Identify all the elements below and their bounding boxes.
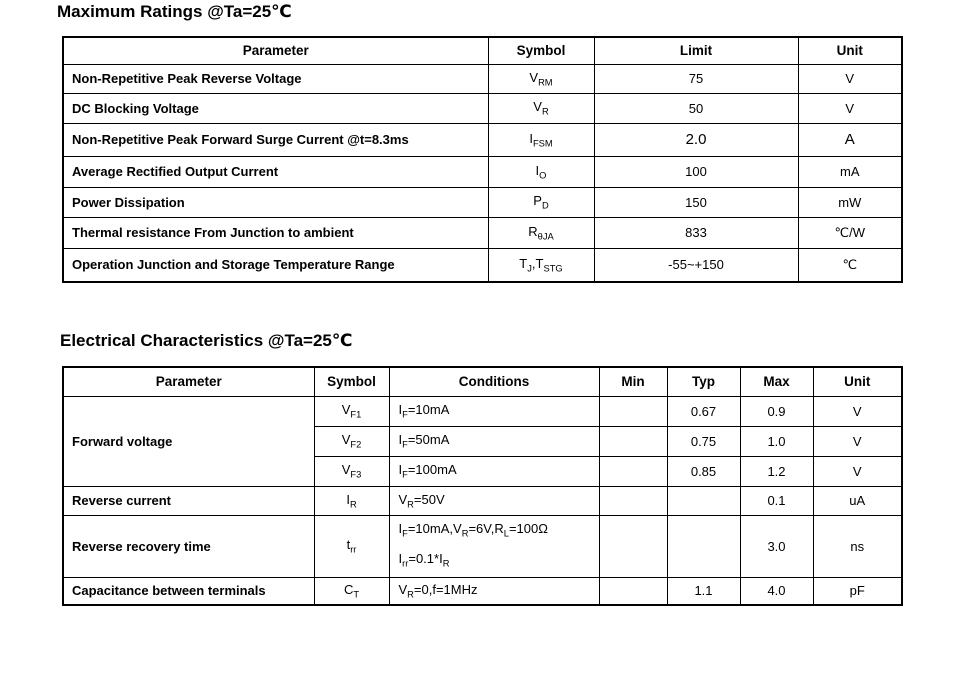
- cell-typ: 0.75: [667, 426, 740, 456]
- cell-limit: -55~+150: [594, 248, 798, 282]
- electrical-table: [62, 366, 903, 606]
- condition-line: $I_F=10mA,V_R=6V,R_L=100\Omega$: [398, 520, 548, 539]
- max-ratings-header-unit: Unit: [798, 37, 902, 64]
- electrical-header-typ: Typ: [667, 367, 740, 396]
- max-ratings-row: [63, 248, 902, 282]
- max-ratings-header-symbol: Symbol: [488, 37, 594, 64]
- max-ratings-row: [63, 123, 902, 156]
- cell-typ: [667, 515, 740, 577]
- cell-min: [599, 426, 667, 456]
- cell-parameter: Capacitance between terminals: [63, 577, 314, 605]
- cell-unit: mA: [798, 156, 902, 187]
- electrical-header-row: [63, 367, 902, 396]
- electrical-row: [63, 396, 902, 426]
- cell-limit: 75: [594, 64, 798, 93]
- cell-parameter: Non-Repetitive Peak Reverse Voltage: [63, 64, 488, 93]
- cell-limit: 2.0: [594, 123, 798, 156]
- cell-symbol: $V_{F1}$: [314, 396, 389, 426]
- cell-max: 1.0: [740, 426, 813, 456]
- cell-conditions: [389, 515, 599, 577]
- cell-min: [599, 456, 667, 486]
- cell-unit: mW: [798, 187, 902, 217]
- cell-max: 3.0: [740, 515, 813, 577]
- cell-max: 0.1: [740, 486, 813, 515]
- cell-unit: pF: [813, 577, 902, 605]
- electrical-header-symbol: Symbol: [314, 367, 389, 396]
- cell-unit: V: [813, 396, 902, 426]
- cell-symbol: $I_{FSM}$: [488, 123, 594, 156]
- cell-typ: 1.1: [667, 577, 740, 605]
- cell-unit: A: [798, 123, 902, 156]
- max-ratings-row: [63, 156, 902, 187]
- max-ratings-header-row: [63, 37, 902, 64]
- cell-parameter: Forward voltage: [63, 396, 314, 486]
- cell-unit: V: [813, 426, 902, 456]
- cell-conditions: $V_R=50V$: [389, 486, 599, 515]
- cell-min: [599, 515, 667, 577]
- cell-typ: 0.67: [667, 396, 740, 426]
- cell-symbol: $t_{rr}$: [314, 515, 389, 577]
- cell-symbol: $I_R$: [314, 486, 389, 515]
- cell-parameter: Reverse recovery time: [63, 515, 314, 577]
- cell-parameter: Average Rectified Output Current: [63, 156, 488, 187]
- cell-min: [599, 486, 667, 515]
- cell-min: [599, 577, 667, 605]
- cell-unit: ℃: [798, 248, 902, 282]
- electrical-header-unit: Unit: [813, 367, 902, 396]
- cell-parameter: Non-Repetitive Peak Forward Surge Current @t=8.3ms: [63, 123, 488, 156]
- cell-symbol: $T_J,T_{STG}$: [488, 248, 594, 282]
- cell-typ: 0.85: [667, 456, 740, 486]
- cell-symbol: $V_{F2}$: [314, 426, 389, 456]
- electrical-title: Electrical Characteristics @Ta=25℃: [60, 331, 353, 350]
- cell-symbol: $V_{RM}$: [488, 64, 594, 93]
- cell-typ: [667, 486, 740, 515]
- cell-conditions: $I_F=10mA$: [389, 396, 599, 426]
- electrical-header-max: Max: [740, 367, 813, 396]
- cell-unit: V: [798, 93, 902, 123]
- max-ratings-header-parameter: Parameter: [63, 37, 488, 64]
- cell-parameter: Power Dissipation: [63, 187, 488, 217]
- cell-limit: 150: [594, 187, 798, 217]
- max-ratings-table: [62, 36, 903, 283]
- cell-parameter: Reverse current: [63, 486, 314, 515]
- cell-parameter: DC Blocking Voltage: [63, 93, 488, 123]
- cell-unit: V: [798, 64, 902, 93]
- cell-parameter: Operation Junction and Storage Temperature Range: [63, 248, 488, 282]
- condition-line: $I_{rr}=0.1*I_R$: [398, 551, 450, 569]
- cell-symbol: $V_R$: [488, 93, 594, 123]
- cell-unit: ℃/W: [798, 217, 902, 248]
- cell-max: 4.0: [740, 577, 813, 605]
- cell-parameter: Thermal resistance From Junction to ambient: [63, 217, 488, 248]
- cell-max: 0.9: [740, 396, 813, 426]
- cell-symbol: $I_O$: [488, 156, 594, 187]
- cell-conditions: $I_F=50mA$: [389, 426, 599, 456]
- max-ratings-row: [63, 217, 902, 248]
- cell-symbol: $V_{F3}$: [314, 456, 389, 486]
- cell-conditions: $I_F=100mA$: [389, 456, 599, 486]
- max-ratings-row: [63, 93, 902, 123]
- cell-unit: V: [813, 456, 902, 486]
- cell-symbol: $P_D$: [488, 187, 594, 217]
- cell-conditions: $V_R=0,f=1MHz$: [389, 577, 599, 605]
- max-ratings-row: [63, 64, 902, 93]
- cell-symbol: $C_T$: [314, 577, 389, 605]
- electrical-row: [63, 515, 902, 577]
- cell-symbol: $R_{\theta JA}$: [488, 217, 594, 248]
- cell-max: 1.2: [740, 456, 813, 486]
- electrical-row: [63, 577, 902, 605]
- cell-unit: uA: [813, 486, 902, 515]
- electrical-header-min: Min: [599, 367, 667, 396]
- electrical-header-parameter: Parameter: [63, 367, 314, 396]
- max-ratings-header-limit: Limit: [594, 37, 798, 64]
- cell-unit: ns: [813, 515, 902, 577]
- electrical-row: [63, 486, 902, 515]
- max-ratings-title: Maximum Ratings @Ta=25℃: [57, 2, 292, 21]
- cell-limit: 100: [594, 156, 798, 187]
- electrical-header-conditions: Conditions: [389, 367, 599, 396]
- max-ratings-row: [63, 187, 902, 217]
- cell-limit: 50: [594, 93, 798, 123]
- cell-limit: 833: [594, 217, 798, 248]
- cell-min: [599, 396, 667, 426]
